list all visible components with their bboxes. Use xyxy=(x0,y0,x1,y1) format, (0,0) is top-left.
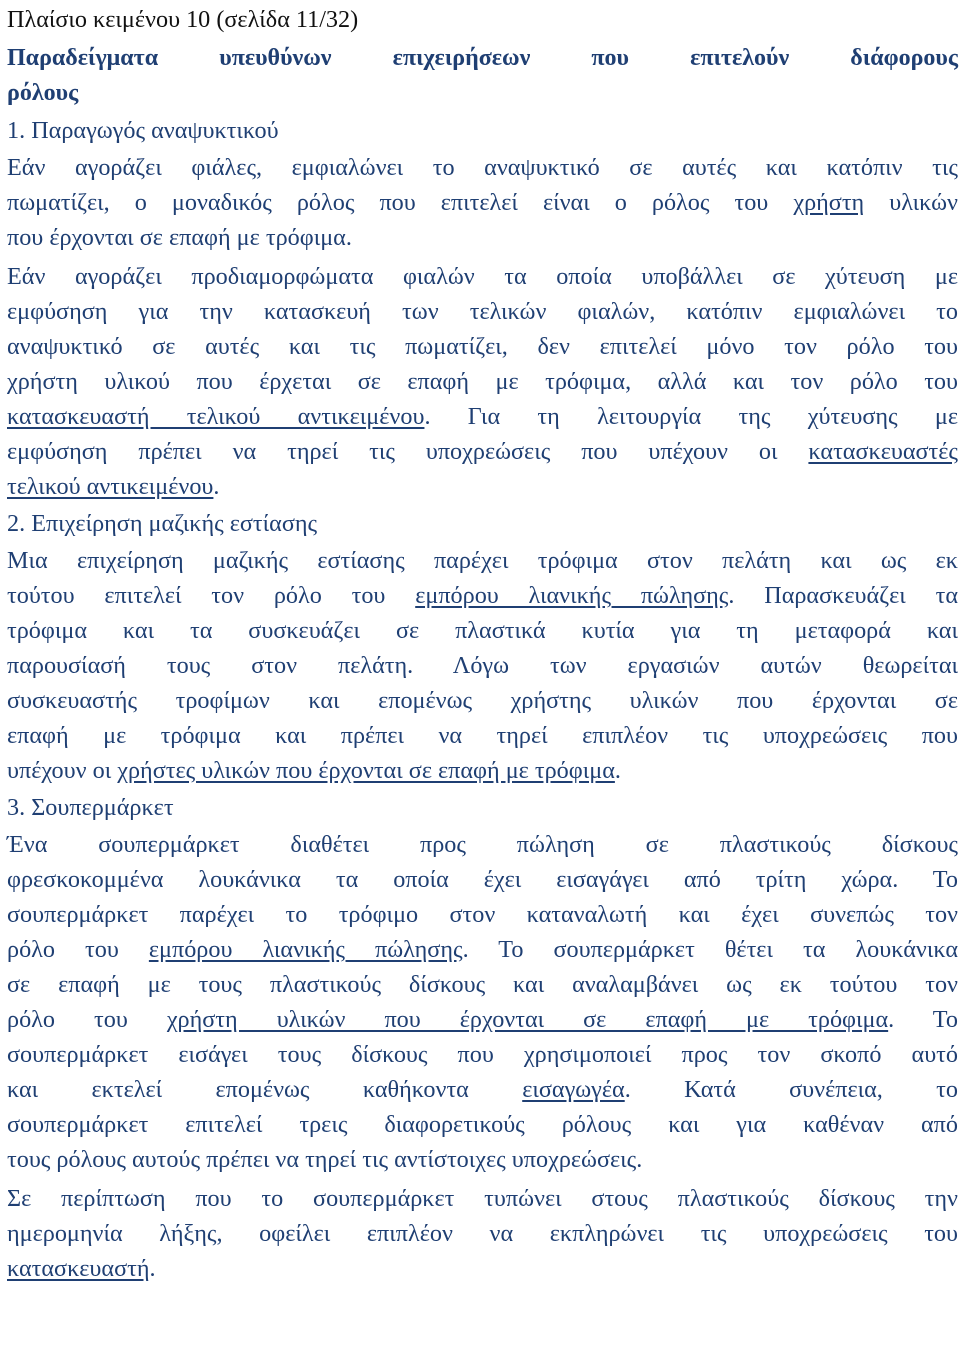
section-3-p1-line-8 xyxy=(7,1072,958,1107)
section-3-p1-line-3: σουπερμάρκετ παρέχει το τρόφιμο στον καταναλωτή και έχει συνεπώς τον xyxy=(7,901,958,928)
text-span: τούτου επιτελεί τον ρόλο του xyxy=(7,582,416,609)
text-span: . Το σουπερμάρκετ θέτει τα λουκάνικα xyxy=(462,936,958,963)
text-span: . xyxy=(149,1255,156,1282)
text-span: υπέχουν οι xyxy=(7,757,118,784)
section-1-p2-line-3: αναψυκτικό σε αυτές και τις πωματίζει, δεν επιτελεί μόνο τον ρόλο του xyxy=(7,333,958,360)
section-2-title: 2. Επιχείρηση μαζικής εστίασης xyxy=(7,510,318,537)
link-manufacturer[interactable]: κατασκευαστή xyxy=(7,1255,150,1282)
section-3-p2-line-1: Σε περίπτωση που το σουπερμάρκετ τυπώνει στους πλαστικούς δίσκους την xyxy=(7,1185,958,1212)
section-3-p1-line-2: φρεσκοκομμένα λουκάνικα τα οποία έχει εισαγάγει από τρίτη χώρα. Το xyxy=(7,866,958,893)
section-1-p2-line-5 xyxy=(7,399,958,434)
section-1-p1-line-2 xyxy=(7,185,958,220)
section-2-p1-line-3: τρόφιμα και τα συσκευάζει σε πλαστικά κυτία για τη μεταφορά και xyxy=(7,617,958,644)
section-2-p1-line-1: Μια επιχείρηση μαζικής εστίασης παρέχει τρόφιμα στον πελάτη και ως εκ xyxy=(7,547,958,574)
section-3-p1-line-7: σουπερμάρκετ εισάγει τους δίσκους που χρησιμοποιεί προς τον σκοπό αυτό xyxy=(7,1041,958,1068)
link-user[interactable]: χρήστη xyxy=(793,189,865,216)
section-3-title: 3. Σουπερμάρκετ xyxy=(7,794,174,821)
section-2-p1-line-5: συσκευαστής τροφίμων και επομένως χρήστης υλικών που έρχονται σε xyxy=(7,687,958,714)
text-span: . xyxy=(614,757,621,784)
section-3-p1-line-4 xyxy=(7,932,958,967)
section-3-p1-line-10: τους ρόλους αυτούς πρέπει να τηρεί τις αντίστοιχες υποχρεώσεις. xyxy=(7,1146,643,1173)
link-retailer[interactable]: εμπόρου λιανικής πώλησης xyxy=(148,936,463,963)
section-2-p1-line-2 xyxy=(7,578,958,613)
section-3-p1-line-6 xyxy=(7,1002,958,1037)
section-1-title: 1. Παραγωγός αναψυκτικού xyxy=(7,117,279,144)
text-span: . Για τη λειτουργία της χύτευσης με xyxy=(424,403,959,430)
link-user-fcm[interactable]: χρήστη υλικών που έρχονται σε επαφή με τρόφιμα xyxy=(166,1006,889,1033)
link-manufacturers[interactable]: κατασκευαστές xyxy=(808,438,958,465)
section-1-p2-line-4: χρήστη υλικού που έρχεται σε επαφή με τρόφιμα, αλλά και τον ρόλο του xyxy=(7,368,958,395)
link-importer[interactable]: εισαγωγέα xyxy=(522,1076,625,1103)
text-span: εμφύσηση πρέπει να τηρεί τις υποχρεώσεις που υπέχουν οι xyxy=(7,438,809,465)
link-users-fcm[interactable]: χρήστες υλικών που έρχονται σε επαφή με τρόφιμα xyxy=(117,757,615,784)
text-span: και εκτελεί επομένως καθήκοντα xyxy=(7,1076,523,1103)
text-span: . Κατά συνέπεια, το xyxy=(624,1076,958,1103)
section-1-p1-line-1: Εάν αγοράζει φιάλες, εμφιαλώνει το αναψυκτικό σε αυτές και κατόπιν τις xyxy=(7,154,958,181)
section-1-p2-line-6 xyxy=(7,434,958,469)
section-3-p1-line-1: Ένα σουπερμάρκετ διαθέτει προς πώληση σε πλαστικούς δίσκους xyxy=(7,831,958,858)
text-span: υλικών xyxy=(864,189,958,216)
section-1-p1-line-3: που έρχονται σε επαφή με τρόφιμα. xyxy=(7,224,352,251)
section-2-p1-line-6: επαφή με τρόφιμα και πρέπει να τηρεί επιπλέον τις υποχρεώσεις που xyxy=(7,722,958,749)
document-page xyxy=(7,0,958,1286)
heading-line-2: ρόλους xyxy=(7,80,79,106)
section-3-p2-line-3 xyxy=(7,1251,958,1286)
section-2-p1-line-4: παρουσίασή τους στον πελάτη. Λόγω των εργασιών αυτών θεωρείται xyxy=(7,652,958,679)
text-span: . Το xyxy=(888,1006,958,1033)
section-3-p2-line-2: ημερομηνία λήξης, οφείλει επιπλέον να εκπληρώνει τις υποχρεώσεις του xyxy=(7,1220,958,1247)
link-retailer[interactable]: εμπόρου λιανικής πώλησης xyxy=(415,582,729,609)
section-3-p1-line-9: σουπερμάρκετ επιτελεί τρεις διαφορετικούς ρόλους και για καθέναν από xyxy=(7,1111,958,1138)
link-final-article[interactable]: τελικού αντικειμένου xyxy=(7,473,214,500)
page-title: Πλαίσιο κειμένου 10 (σελίδα 11/32) xyxy=(7,6,359,33)
text-span: . Παρασκευάζει τα xyxy=(728,582,958,609)
section-3-p1-line-5: σε επαφή με τους πλαστικούς δίσκους και αναλαμβάνει ως εκ τούτου τον xyxy=(7,971,958,998)
heading-line-1: Παραδείγματα υπευθύνων επιχειρήσεων που επιτελούν διάφορους xyxy=(7,45,958,71)
link-final-article-manufacturer[interactable]: κατασκευαστή τελικού αντικειμένου xyxy=(7,403,425,430)
text-span: . xyxy=(213,473,220,500)
section-2-p1-line-7 xyxy=(7,753,958,788)
section-1-p2-line-2: εμφύσηση για την κατασκευή των τελικών φιαλών, κατόπιν εμφιαλώνει το xyxy=(7,298,958,325)
section-1-p2-line-1: Εάν αγοράζει προδιαμορφώματα φιαλών τα οποία υποβάλλει σε χύτευση με xyxy=(7,263,958,290)
text-span: ρόλο του xyxy=(7,936,149,963)
text-span: πωματίζει, ο μοναδικός ρόλος που επιτελεί είναι ο ρόλος του xyxy=(7,189,794,216)
text-span: ρόλο του xyxy=(7,1006,167,1033)
section-1-p2-line-7 xyxy=(7,469,958,504)
